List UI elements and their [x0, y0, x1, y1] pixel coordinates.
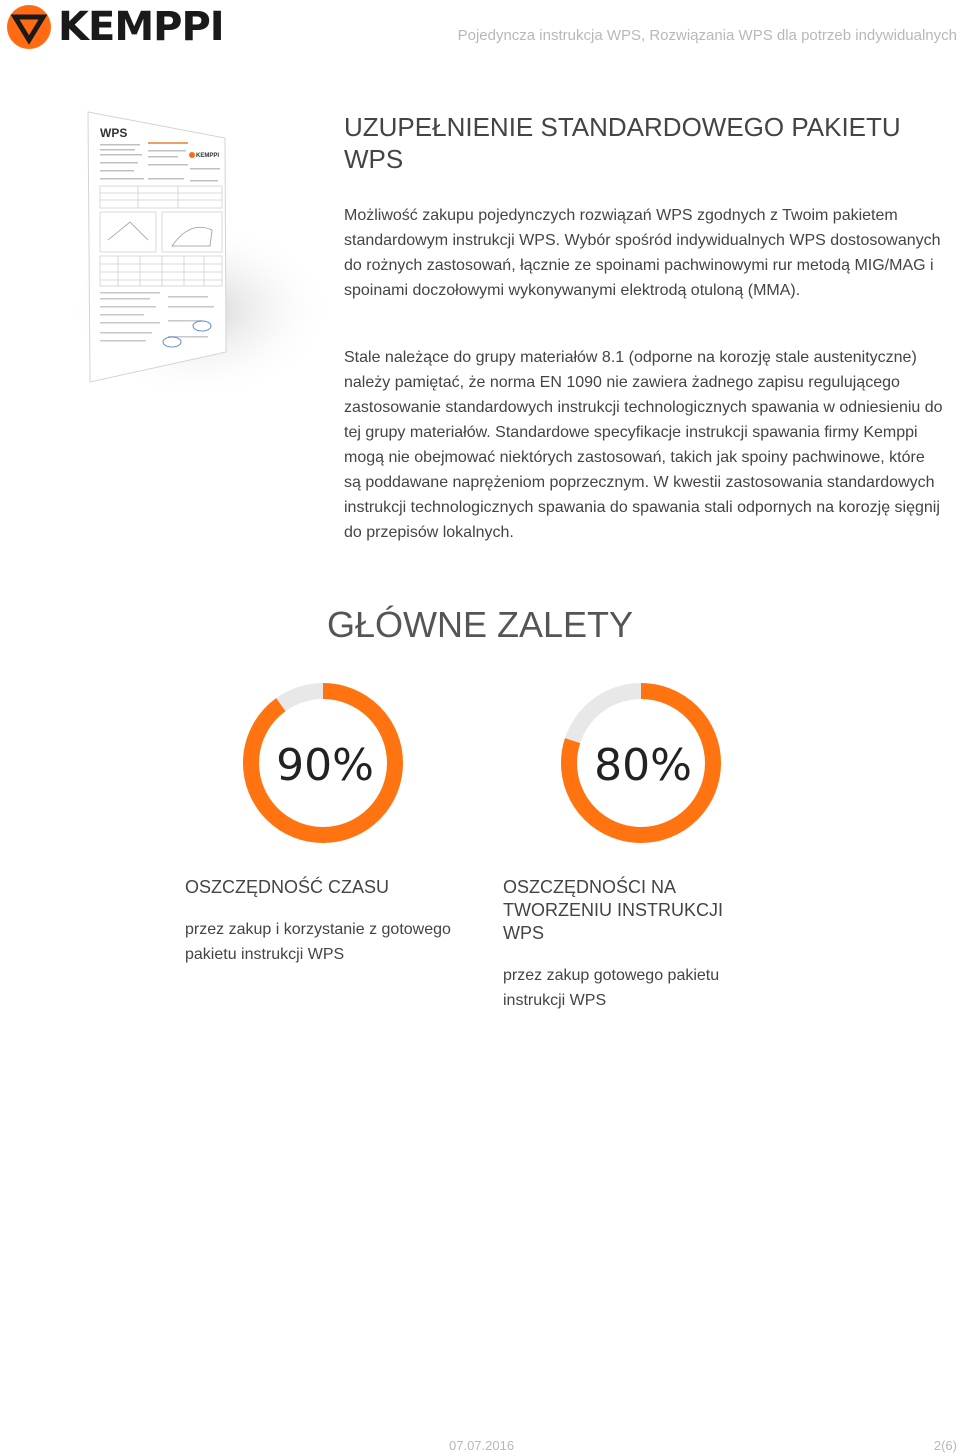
thumbnail-logo: KEMPPI	[196, 153, 220, 159]
thumbnail-heading: WPS	[100, 126, 128, 140]
percent-gauge-time	[238, 678, 408, 848]
advantage-title-2: OSZCZĘDNOŚCI NA TWORZENIU INSTRUKCJI WPS	[503, 877, 723, 943]
kemppi-logo	[6, 4, 224, 50]
advantage-description-2: przez zakup gotowego pakietu instrukcji WPS	[503, 967, 720, 1009]
percent-gauge-instructions	[556, 678, 726, 848]
section-paragraph-1: Możliwość zakupu pojedynczych rozwiązań WPS zgodnych z Twoim pakietem standardowym instrukcji WPS. Wybór spośród indywidualnych WPS dostosowanych do rożnych zastosowań, łącznie ze spoinami pachwinowymi rur metodą MIG/MAG i spoinami doczołowymi wykonywanymi elektrodą otuloną (MMA).	[344, 207, 941, 299]
footer-date: 07.07.2016	[449, 1438, 515, 1453]
kemppi-logo-icon	[6, 4, 52, 50]
advantage-description-1: przez zakup i korzystanie z gotowego pakietu instrukcji WPS	[185, 921, 451, 963]
section-heading: UZUPEŁNIENIE STANDARDOWEGO PAKIETU WPS	[344, 112, 901, 174]
header-title: Pojedyncza instrukcja WPS, Rozwiązania WPS dla potrzeb indywidualnych	[457, 27, 957, 44]
advantage-title-1: OSZCZĘDNOŚĆ CZASU	[185, 877, 390, 897]
gauge-label: 80%	[594, 740, 692, 791]
wps-document-thumbnail-icon	[50, 100, 330, 420]
section-paragraph-2: Stale należące do grupy materiałów 8.1 (odporne na korozję stale austenityczne) należy pamiętać, że norma EN 1090 nie zawiera żadnego zapisu regulującego zastosowanie standardowych instrukcji technologicznych spawania w odniesieniu do tej grupy materiałów. Standardowe specyfikacje instrukcji spawania firmy Kemppi mogą nie obejmować niektórych zastosowań, takich jak spoiny pachwinowe, które są poddawane naprężeniom poprzecznym. W kwestii zastosowania standardowych instrukcji technologicznych spawania do spawania stali odpornych na korozję sięgnij do przepisów lokalnych.	[344, 349, 943, 541]
advantages-heading: GŁÓWNE ZALETY	[326, 604, 634, 645]
footer-page-number: 2(6)	[933, 1438, 957, 1453]
gauge-label: 90%	[276, 740, 374, 791]
brand-name: KEMPPI	[58, 4, 224, 50]
